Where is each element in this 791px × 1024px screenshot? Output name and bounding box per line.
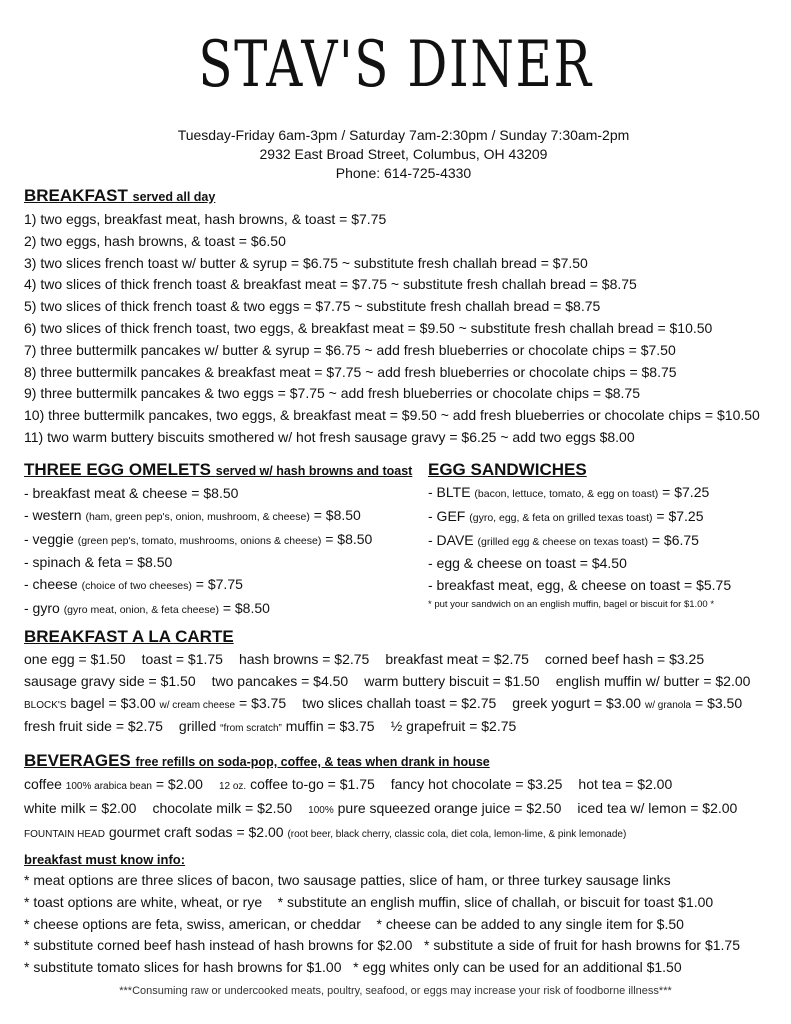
menu-item — [142, 651, 223, 667]
item-note: (green pep's, tomato, mushrooms, onions & cheese) — [77, 534, 322, 547]
food-safety-footer: ***Consuming raw or undercooked meats, poultry, seafood, or eggs may increase your risk of foodborne illness*** — [119, 985, 672, 997]
menu-item — [212, 673, 349, 689]
item-text: grilled — [178, 718, 221, 735]
menu-item — [556, 673, 751, 689]
item-text: - egg & cheese on toast = $4.50 — [428, 555, 627, 572]
item-note: (root beer, black cherry, classic cola, diet cola, lemon-lime, & pink lemonade) — [287, 828, 627, 840]
item-text: - breakfast meat, egg, & cheese on toast = $5.75 — [428, 577, 732, 594]
section-heading — [24, 749, 753, 774]
menu-item — [239, 651, 369, 667]
item-text: two slices challah toast = $2.75 — [302, 694, 497, 711]
menu-item — [428, 530, 731, 554]
restaurant-title: STAV'S DINER — [198, 28, 593, 102]
menu-row — [24, 649, 766, 671]
item-note: FOUNTAIN HEAD — [24, 828, 105, 840]
item-text: iced tea w/ lemon = $2.00 — [577, 799, 738, 816]
menu-item: 3) two slices french toast w/ butter & syrup = $6.75 ~ substitute fresh challah bread = $7.50 — [24, 254, 588, 271]
item-text: corned beef hash = $3.25 — [544, 651, 705, 667]
menu-item: 9) three buttermilk pancakes & two eggs = $7.75 ~ add fresh blueberries or chocolate chips = $8.75 — [24, 385, 640, 402]
item-note: (choice of two cheeses) — [81, 580, 192, 593]
omelets-subtitle: served w/ hash browns and toast — [215, 464, 413, 478]
beverages-section — [24, 749, 753, 845]
item-text: muffin = $3.75 — [281, 718, 375, 735]
item-text: - western — [24, 506, 86, 523]
menu-item — [179, 718, 375, 734]
item-note: 100% — [308, 804, 334, 816]
phone: Phone: 614-725-4330 — [335, 165, 472, 181]
item-text: - GEF — [428, 507, 470, 524]
section-heading — [24, 458, 412, 483]
item-note: 12 oz. — [218, 781, 247, 792]
item-text: breakfast meat = $2.75 — [385, 651, 529, 667]
item-note: (gyro, egg, & feta on grilled texas toast) — [469, 511, 653, 524]
item-text: fancy hot chocolate = $3.25 — [390, 776, 563, 792]
item-text: coffee — [24, 776, 66, 792]
item-text: - veggie — [24, 530, 78, 547]
info-item: * meat options are three slices of bacon, two sausage patties, slice of ham, or three turkey sausage links — [24, 872, 671, 888]
item-text: hot tea = $2.00 — [578, 776, 673, 792]
sandwiches-section — [428, 458, 731, 610]
item-text: - cheese — [24, 576, 82, 593]
menu-item: 5) two slices of thick french toast & two eggs = $7.75 ~ substitute fresh challah bread = $8.75 — [24, 298, 601, 315]
menu-row — [24, 774, 753, 798]
menu-item — [24, 776, 203, 792]
item-text: = $7.75 — [191, 576, 243, 593]
menu-item — [24, 651, 126, 667]
item-note: (gyro meat, onion, & feta cheese) — [63, 603, 219, 616]
item-text: warm buttery biscuit = $1.50 — [364, 672, 540, 689]
item-text: white milk = $2.00 — [24, 799, 137, 816]
item-text: gourmet craft sodas = $2.00 — [104, 823, 288, 840]
item-text: greek yogurt = $3.00 — [512, 694, 645, 711]
menu-item — [302, 695, 496, 711]
menu-item — [24, 529, 412, 553]
breakfast-section — [24, 184, 760, 449]
menu-item — [428, 506, 731, 530]
item-text: - DAVE — [428, 531, 478, 548]
menu-item — [428, 482, 731, 506]
section-heading — [24, 184, 760, 209]
item-text: = $3.75 — [235, 694, 287, 711]
menu-item — [24, 695, 286, 711]
menu-item — [24, 505, 412, 529]
menu-item — [391, 718, 517, 734]
item-note: (grilled egg & cheese on texas toast) — [477, 535, 648, 548]
breakfast-title: BREAKFAST — [24, 186, 128, 205]
omelets-title: THREE EGG OMELETS — [24, 460, 212, 479]
menu-item — [577, 800, 737, 816]
item-text: - BLTE — [428, 484, 475, 500]
menu-item: 4) two slices of thick french toast & breakfast meat = $7.75 ~ substitute fresh challah bread = $8.75 — [24, 276, 637, 293]
alacarte-section — [24, 625, 766, 740]
item-text: = $2.00 — [151, 776, 203, 792]
sandwich-note: * put your sandwich on an english muffin, bagel or biscuit for $1.00 * — [428, 598, 715, 610]
info-item: * toast options are white, wheat, or rye * substitute an english muffin, slice of challah, or biscuit for toast $1.00 — [24, 893, 714, 910]
item-note: (ham, green pep's, onion, mushroom, & cheese) — [85, 510, 310, 523]
breakfast-subtitle: served all day — [132, 190, 216, 204]
menu-item: 10) three buttermilk pancakes, two eggs, & breakfast meat = $9.50 ~ add fresh blueberries or chocolate chips = $10.50 — [24, 407, 760, 424]
mustknow-title: breakfast must know info: — [24, 852, 186, 867]
menu-row — [24, 693, 766, 717]
item-text: two pancakes = $4.50 — [211, 672, 349, 689]
item-text: chocolate milk = $2.50 — [152, 799, 293, 816]
item-text: = $8.50 — [321, 530, 373, 547]
menu-item: 11) two warm buttery biscuits smothered w/ hot fresh sausage gravy = $6.25 ~ add two eggs $8.00 — [24, 428, 635, 445]
item-text: fresh fruit side = $2.75 — [24, 718, 163, 735]
item-text: coffee to-go = $1.75 — [246, 776, 375, 792]
menu-item — [24, 824, 626, 840]
beverages-subtitle: free refills on soda-pop, coffee, & teas when drank in house — [135, 755, 490, 769]
menu-item — [24, 718, 163, 734]
item-text: = $3.50 — [691, 694, 743, 711]
menu-item — [24, 673, 196, 689]
info-item: * cheese options are feta, swiss, american, or cheddar * cheese can be added to any single item for $.50 — [24, 915, 684, 932]
menu-item — [219, 776, 375, 792]
menu-item — [24, 552, 412, 574]
menu-item — [385, 651, 529, 667]
item-text: = $6.75 — [647, 531, 699, 548]
item-text: = $8.50 — [218, 599, 270, 616]
item-text: hash browns = $2.75 — [238, 651, 370, 667]
omelets-section — [24, 458, 412, 622]
menu-item — [428, 575, 731, 597]
menu-item — [24, 800, 136, 816]
menu-item — [24, 598, 412, 622]
menu-item: 1) two eggs, breakfast meat, hash browns, & toast = $7.75 — [24, 211, 387, 227]
menu-row — [24, 671, 766, 693]
hours: Tuesday-Friday 6am-3pm / Saturday 7am-2:30pm / Sunday 7:30am-2pm — [177, 127, 630, 143]
item-text: pure squeezed orange juice = $2.50 — [333, 799, 562, 816]
item-text: bagel = $3.00 — [66, 694, 160, 711]
menu-item: 6) two slices of thick french toast, two eggs, & breakfast meat = $9.50 ~ substitute fresh challah bread = $10.50 — [24, 319, 713, 336]
menu-row — [24, 798, 753, 822]
menu-row — [24, 822, 753, 846]
menu-row — [24, 716, 766, 740]
info-item: * substitute corned beef hash instead of hash browns for $2.00 * substitute a side of fruit for hash browns for $1.75 — [24, 937, 740, 954]
item-text: - breakfast meat & cheese = $8.50 — [24, 485, 239, 501]
restaurant-info — [0, 126, 791, 183]
menu-item: 2) two eggs, hash browns, & toast = $6.50 — [24, 232, 286, 249]
item-text: one egg = $1.50 — [24, 651, 126, 667]
item-text: english muffin w/ butter = $2.00 — [555, 672, 751, 689]
item-note: w/ granola — [644, 699, 692, 711]
menu-item — [308, 800, 561, 816]
item-note: “from scratch” — [220, 723, 282, 735]
menu-item — [24, 483, 412, 505]
item-text: toast = $1.75 — [141, 651, 223, 667]
item-note: 100% arabica bean — [65, 781, 152, 792]
alacarte-title: BREAKFAST A LA CARTE — [24, 627, 234, 646]
item-text: = $8.50 — [309, 506, 361, 523]
item-text: - gyro — [24, 599, 64, 616]
info-item: * substitute tomato slices for hash browns for $1.00 * egg whites only can be used for an additional $1.50 — [24, 959, 682, 976]
menu-item — [512, 695, 742, 711]
item-text: ½ grapefruit = $2.75 — [390, 718, 517, 735]
menu-item: 7) three buttermilk pancakes w/ butter & syrup = $6.75 ~ add fresh blueberries or chocolate chips = $7.50 — [24, 341, 676, 358]
menu-item — [364, 673, 539, 689]
item-text: = $7.25 — [658, 484, 710, 500]
item-note: (bacon, lettuce, tomato, & egg on toast) — [474, 488, 659, 500]
menu-item — [545, 651, 704, 667]
menu-item — [152, 800, 292, 816]
address: 2932 East Broad Street, Columbus, OH 43209 — [259, 146, 548, 162]
mustknow-section — [24, 850, 740, 979]
item-text: - spinach & feta = $8.50 — [24, 554, 173, 571]
menu-item — [578, 776, 672, 792]
menu-item — [428, 553, 731, 575]
item-note: w/ cream cheese — [159, 699, 236, 711]
item-text: sausage gravy side = $1.50 — [24, 672, 196, 689]
item-note: BLOCK'S — [24, 699, 67, 711]
menu-item — [391, 776, 563, 792]
menu-item — [24, 574, 412, 598]
beverages-title: BEVERAGES — [24, 751, 131, 770]
menu-item: 8) three buttermilk pancakes & breakfast meat = $7.75 ~ add fresh blueberries or chocolate chips = $8.75 — [24, 363, 677, 380]
item-text: = $7.25 — [652, 507, 704, 524]
sandwiches-title: EGG SANDWICHES — [428, 460, 587, 479]
